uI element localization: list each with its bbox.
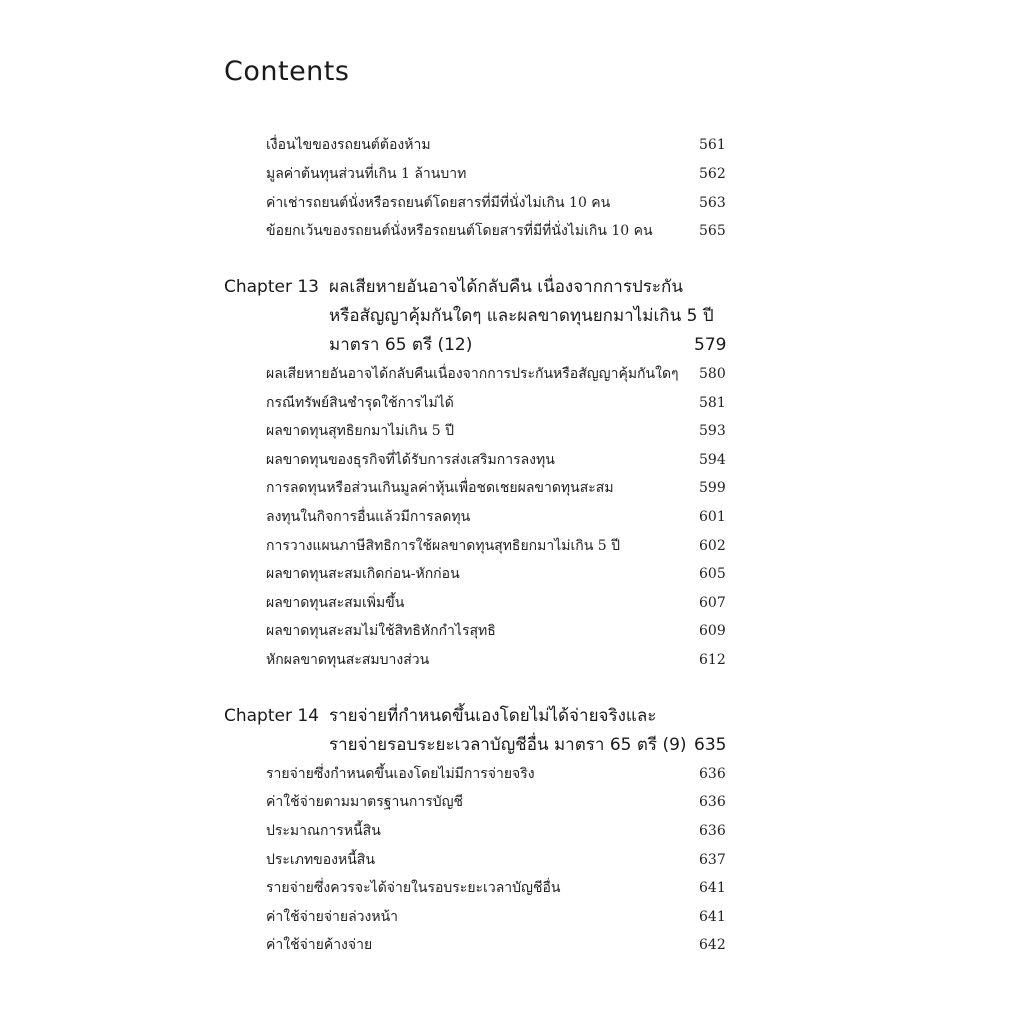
toc-entry (266, 504, 726, 530)
chapter-number: Chapter 13 (224, 277, 320, 297)
toc-entry-page: 594 (699, 452, 726, 468)
toc-entry-label: ผลขาดทุนสุทธิยกมาไม่เกิน 5 ปี (266, 423, 454, 439)
toc-entry-label: ผลขาดทุนสะสมเพิ่มขึ้น (266, 595, 405, 611)
toc-entry-page: 636 (699, 794, 726, 810)
toc-entry (266, 361, 726, 387)
toc-entry-page: 599 (699, 480, 726, 496)
toc-entry-page: 641 (699, 909, 726, 925)
toc-entry-label: การลดทุนหรือส่วนเกินมูลค่าหุ้นเพื่อชดเชยผลขาดทุนสะสม (266, 480, 614, 496)
toc-entry-label: ค่าใช้จ่ายค้างจ่าย (266, 937, 373, 953)
toc-entry (266, 447, 726, 473)
chapter-title-line: รายจ่ายรอบระยะเวลาบัญชีอื่น มาตรา 65 ตรี (9) (329, 735, 687, 755)
chapter-title-line: รายจ่ายที่กำหนดขึ้นเองโดยไม่ได้จ่ายจริงและ (329, 706, 657, 726)
chapter-page: 635 (694, 735, 727, 755)
toc-entry-label: หักผลขาดทุนสะสมบางส่วน (266, 652, 430, 668)
toc-entry-page: 602 (699, 538, 726, 554)
toc-entry-label: มูลค่าต้นทุนส่วนที่เกิน 1 ล้านบาท (266, 166, 467, 182)
toc-entry-page: 563 (699, 195, 726, 211)
toc-entry-label: ประเภทของหนี้สิน (266, 852, 375, 868)
toc-entry-page: 605 (699, 566, 726, 582)
toc-entry (266, 647, 726, 673)
chapter-13-heading (224, 273, 734, 359)
toc-entry (266, 761, 726, 787)
toc-entry (266, 390, 726, 416)
toc-entry-label: ค่าเช่ารถยนต์นั่งหรือรถยนต์โดยสารที่มีที่นั่งไม่เกิน 10 คน (266, 195, 611, 211)
chapter-title-line: มาตรา 65 ตรี (12) (329, 335, 473, 355)
toc-entry (266, 190, 726, 216)
chapter-title-line: ผลเสียหายอันอาจได้กลับคืน เนื่องจากการประกัน (329, 277, 683, 297)
toc-entry (266, 161, 726, 187)
toc-entry-page: 609 (699, 623, 726, 639)
toc-entry (266, 418, 726, 444)
toc-entry-label: รายจ่ายซึ่งควรจะได้จ่ายในรอบระยะเวลาบัญชีอื่น (266, 880, 561, 896)
chapter-number: Chapter 14 (224, 706, 320, 726)
toc-entry (266, 904, 726, 930)
toc-entry-label: ผลเสียหายอันอาจได้กลับคืนเนื่องจากการประกันหรือสัญญาคุ้มกันใดๆ (266, 366, 679, 382)
page-title: Contents (224, 56, 350, 87)
toc-entry-page: 641 (699, 880, 726, 896)
toc-entry (266, 932, 726, 958)
toc-entry (266, 789, 726, 815)
toc-entry-page: 561 (699, 137, 726, 153)
toc-entry (266, 132, 726, 158)
toc-entry-label: การวางแผนภาษีสิทธิการใช้ผลขาดทุนสุทธิยกมาไม่เกิน 5 ปี (266, 538, 621, 554)
toc-entry (266, 618, 726, 644)
toc-entry-page: 593 (699, 423, 726, 439)
toc-entry-label: รายจ่ายซึ่งกำหนดขึ้นเองโดยไม่มีการจ่ายจริง (266, 766, 535, 782)
toc-entry-label: ผลขาดทุนของธุรกิจที่ได้รับการส่งเสริมการลงทุน (266, 452, 555, 468)
toc-entry-page: 612 (699, 652, 726, 668)
toc-entry (266, 847, 726, 873)
toc-entry-label: ผลขาดทุนสะสมไม่ใช้สิทธิหักกำไรสุทธิ (266, 623, 496, 639)
chapter-14-heading (224, 702, 734, 760)
toc-entry-page: 607 (699, 595, 726, 611)
chapter-title-line: หรือสัญญาคุ้มกันใดๆ และผลขาดทุนยกมาไม่เกิน 5 ปี (329, 306, 714, 326)
toc-entry (266, 818, 726, 844)
toc-entry-page: 636 (699, 823, 726, 839)
chapter-page: 579 (694, 335, 727, 355)
toc-entry-page: 581 (699, 395, 726, 411)
toc-entry-label: เงื่อนไขของรถยนต์ต้องห้าม (266, 137, 431, 153)
toc-entry-page: 580 (699, 366, 726, 382)
toc-entry-page: 562 (699, 166, 726, 182)
toc-entry-page: 636 (699, 766, 726, 782)
toc-entry (266, 590, 726, 616)
toc-entry-label: ผลขาดทุนสะสมเกิดก่อน-หักก่อน (266, 566, 460, 582)
toc-entry-page: 601 (699, 509, 726, 525)
toc-entry-label: กรณีทรัพย์สินชำรุดใช้การไม่ได้ (266, 395, 454, 411)
toc-entry-label: ประมาณการหนี้สิน (266, 823, 381, 839)
toc-entry (266, 533, 726, 559)
toc-entry (266, 875, 726, 901)
toc-entry (266, 475, 726, 501)
toc-entry-page: 642 (699, 937, 726, 953)
toc-entry-label: ค่าใช้จ่ายจ่ายล่วงหน้า (266, 909, 399, 925)
toc-entry-page: 565 (699, 223, 726, 239)
toc-entry-label: ลงทุนในกิจการอื่นแล้วมีการลดทุน (266, 509, 471, 525)
toc-entry (266, 561, 726, 587)
toc-entry-label: ค่าใช้จ่ายตามมาตรฐานการบัญชี (266, 794, 464, 810)
toc-entry-page: 637 (699, 852, 726, 868)
toc-entry (266, 218, 726, 244)
toc-entry-label: ข้อยกเว้นของรถยนต์นั่งหรือรถยนต์โดยสารที่มีที่นั่งไม่เกิน 10 คน (266, 223, 653, 239)
